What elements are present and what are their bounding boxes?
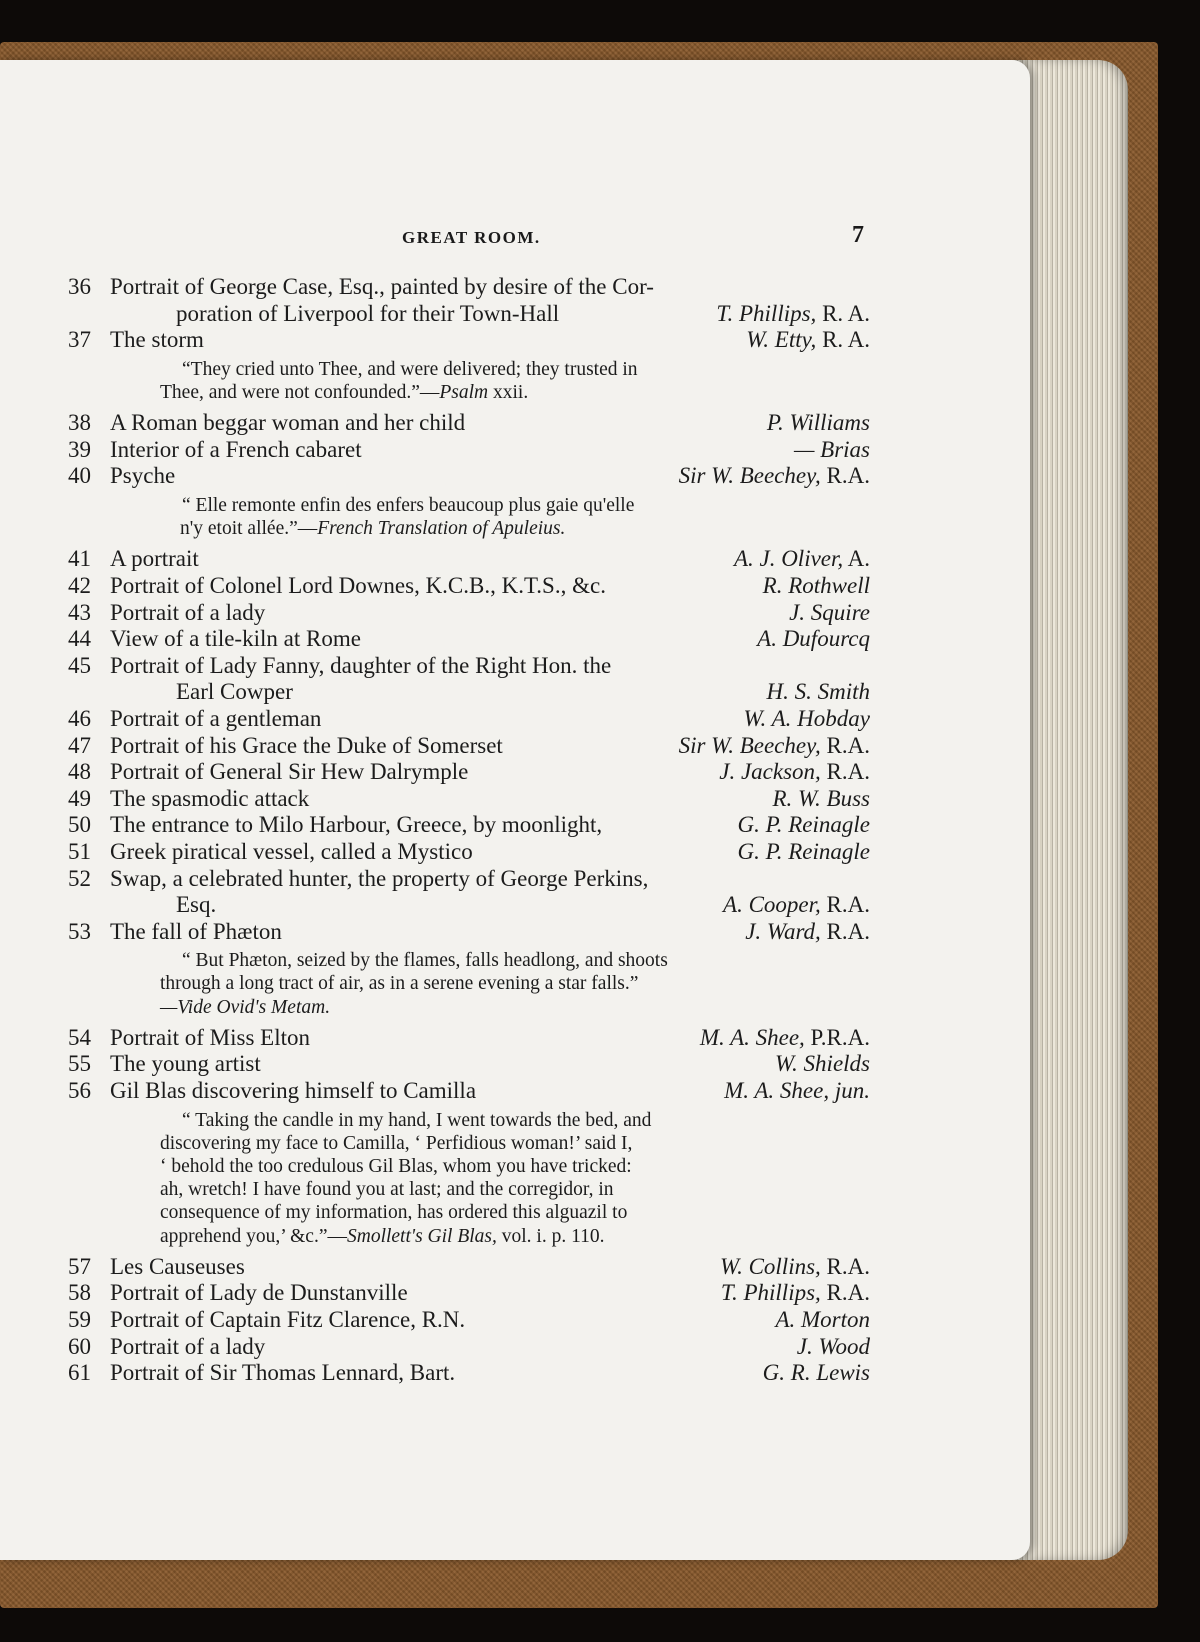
entry-title: Portrait of George Case, Esq., painted by desire of the Cor- [110, 274, 654, 299]
entry-title: Portrait of Lady de Dunstanville [110, 1280, 408, 1306]
entry-60 [68, 1334, 870, 1361]
entry-title: Gil Blas discovering himself to Camilla [110, 1078, 477, 1104]
entry-title: Portrait of his Grace the Duke of Somerset [110, 732, 503, 758]
entry-artist: Sir W. Beechey, R.A. [678, 463, 870, 489]
entry-title: View of a tile-kiln at Rome [110, 626, 361, 652]
entry-number: 61 [68, 1360, 91, 1386]
entry-title-continued: Earl Cowper [176, 679, 293, 705]
entry-number: 47 [68, 732, 91, 758]
entry-57 [68, 1254, 870, 1281]
entry-number: 52 [68, 865, 91, 891]
entry-47 [68, 733, 870, 760]
entry-artist: — Brias [793, 436, 870, 462]
entry-title: The spasmodic attack [110, 785, 310, 811]
entry-title-continued: Esq. [176, 892, 217, 918]
entry-59 [68, 1307, 870, 1334]
entry-artist: M. A. Shee, jun. [724, 1078, 870, 1104]
entry-number: 50 [68, 812, 91, 838]
entry-artist: J. Ward, R.A. [745, 918, 870, 944]
entry-title: A Roman beggar woman and her child [110, 410, 466, 436]
entry-title: The young artist [110, 1051, 261, 1077]
entry-title: Portrait of Sir Thomas Lennard, Bart. [110, 1360, 456, 1386]
entry-artist: G. P. Reinagle [737, 838, 870, 864]
entry-48 [68, 759, 870, 786]
page-number: 7 [852, 222, 864, 248]
entry-54 [68, 1025, 870, 1052]
entry-51 [68, 839, 870, 866]
entry-title: The entrance to Milo Harbour, Greece, by moonlight, [110, 812, 603, 838]
entry-title: Swap, a celebrated hunter, the property of George Perkins, [110, 865, 649, 891]
entry-61 [68, 1360, 870, 1387]
entry-number: 38 [68, 410, 91, 436]
entry-artist: J. Jackson, R.A. [719, 759, 870, 785]
entry-number: 49 [68, 785, 91, 811]
entry-title: Portrait of Captain Fitz Clarence, R.N. [110, 1307, 466, 1333]
entry-39 [68, 437, 870, 464]
entry-artist: W. Shields [775, 1051, 870, 1077]
entry-number: 48 [68, 759, 91, 785]
entry-title: Portrait of Miss Elton [110, 1024, 310, 1050]
entry-artist: J. Wood [796, 1333, 870, 1359]
entry-46 [68, 706, 870, 733]
entry-artist: A. J. Oliver, A. [733, 546, 870, 572]
entry-number: 58 [68, 1280, 91, 1306]
entry-title: A portrait [110, 546, 199, 572]
entry-52 [68, 866, 870, 919]
entry-number: 51 [68, 838, 91, 864]
entry-number: 37 [68, 327, 91, 353]
entry-quote: “They cried unto Thee, and were delivered; they trusted in Thee, and were not confounded.”—Psalm xxii. [160, 358, 638, 403]
entry-40 [68, 463, 870, 540]
entry-49 [68, 786, 870, 813]
running-head: GREAT ROOM. [402, 228, 541, 247]
entry-title: Interior of a French cabaret [110, 436, 362, 462]
entry-number: 36 [68, 274, 91, 299]
entry-artist: M. A. Shee, P.R.A. [699, 1024, 870, 1050]
entry-36 [68, 274, 870, 327]
entry-artist: A. Dufourcq [757, 626, 870, 652]
entry-number: 42 [68, 572, 91, 598]
entry-artist: T. Phillips, R. A. [716, 300, 870, 326]
entry-title: Portrait of a lady [110, 1333, 266, 1359]
entry-number: 46 [68, 705, 91, 731]
entry-artist: H. S. Smith [766, 679, 870, 705]
entry-number: 59 [68, 1307, 91, 1333]
entry-38 [68, 410, 870, 437]
entry-artist: Sir W. Beechey, R.A. [678, 732, 870, 758]
entry-37 [68, 327, 870, 404]
entry-number: 41 [68, 546, 91, 572]
entry-artist: J. Squire [789, 599, 870, 625]
entry-title: Portrait of General Sir Hew Dalrymple [110, 759, 469, 785]
entry-58 [68, 1280, 870, 1307]
entry-41 [68, 546, 870, 573]
entry-50 [68, 812, 870, 839]
entry-artist: G. P. Reinagle [737, 812, 870, 838]
entry-quote: “ Taking the candle in my hand, I went towards the bed, and discovering my face to Camilla, ‘ Perfidious woman!’ said I, ‘ behold the too credulous Gil Blas, whom you have tricked: ah, wretch! I have found you at last; and the corregidor, in consequence of my information, has ordered this alguazil to apprehend you,’ &c.”—Smollett's Gil Blas, vol. i. p. 110. [160, 1109, 652, 1247]
entry-artist: A. Morton [775, 1307, 870, 1333]
page-header [0, 222, 1200, 256]
entry-number: 44 [68, 626, 91, 652]
entry-artist: W. A. Hobday [743, 705, 870, 731]
entry-artist: A. Cooper, R.A. [723, 892, 870, 918]
entry-number: 57 [68, 1253, 91, 1279]
entry-44 [68, 626, 870, 653]
entry-number: 53 [68, 918, 91, 944]
entry-artist: W. Etty, R. A. [746, 327, 870, 353]
entry-53 [68, 919, 870, 1019]
entry-number: 40 [68, 463, 91, 489]
entry-artist: R. W. Buss [772, 785, 870, 811]
entry-number: 43 [68, 599, 91, 625]
entry-42 [68, 573, 870, 600]
entry-title: Psyche [110, 463, 176, 489]
entry-43 [68, 600, 870, 627]
entry-45 [68, 653, 870, 706]
entry-number: 55 [68, 1051, 91, 1077]
entry-number: 39 [68, 436, 91, 462]
catalogue-entries [68, 274, 870, 1387]
entry-number: 56 [68, 1078, 91, 1104]
entry-title: Portrait of Colonel Lord Downes, K.C.B., K.T.S., &c. [110, 572, 606, 598]
entry-title-continued: poration of Liverpool for their Town-Hall [176, 300, 560, 326]
entry-55 [68, 1051, 870, 1078]
entry-artist: W. Collins, R.A. [720, 1253, 870, 1279]
entry-artist: G. R. Lewis [762, 1360, 870, 1386]
entry-56 [68, 1078, 870, 1248]
entry-quote: “ But Phæton, seized by the flames, falls headlong, and shoots through a long tract of air, as in a serene evening a star falls.” —Vide Ovid's Metam. [160, 950, 668, 1018]
entry-number: 45 [68, 652, 91, 678]
entry-artist: P. Williams [766, 410, 870, 436]
entry-title: The fall of Phæton [110, 918, 282, 944]
entry-title: Les Causeuses [110, 1253, 245, 1279]
entry-title: Portrait of a lady [110, 599, 266, 625]
entry-quote: “ Elle remonte enfin des enfers beaucoup plus gaie qu'elle n'y etoit allée.”—French Translation of Apuleius. [180, 494, 635, 540]
entry-title: Portrait of a gentleman [110, 705, 322, 731]
entry-number: 60 [68, 1333, 91, 1359]
entry-title: The storm [110, 327, 204, 353]
entry-title: Portrait of Lady Fanny, daughter of the Right Hon. the [110, 652, 612, 678]
entry-number: 54 [68, 1024, 91, 1050]
entry-title: Greek piratical vessel, called a Mystico [110, 838, 473, 864]
entry-artist: R. Rothwell [762, 572, 870, 598]
entry-artist: T. Phillips, R.A. [720, 1280, 870, 1306]
